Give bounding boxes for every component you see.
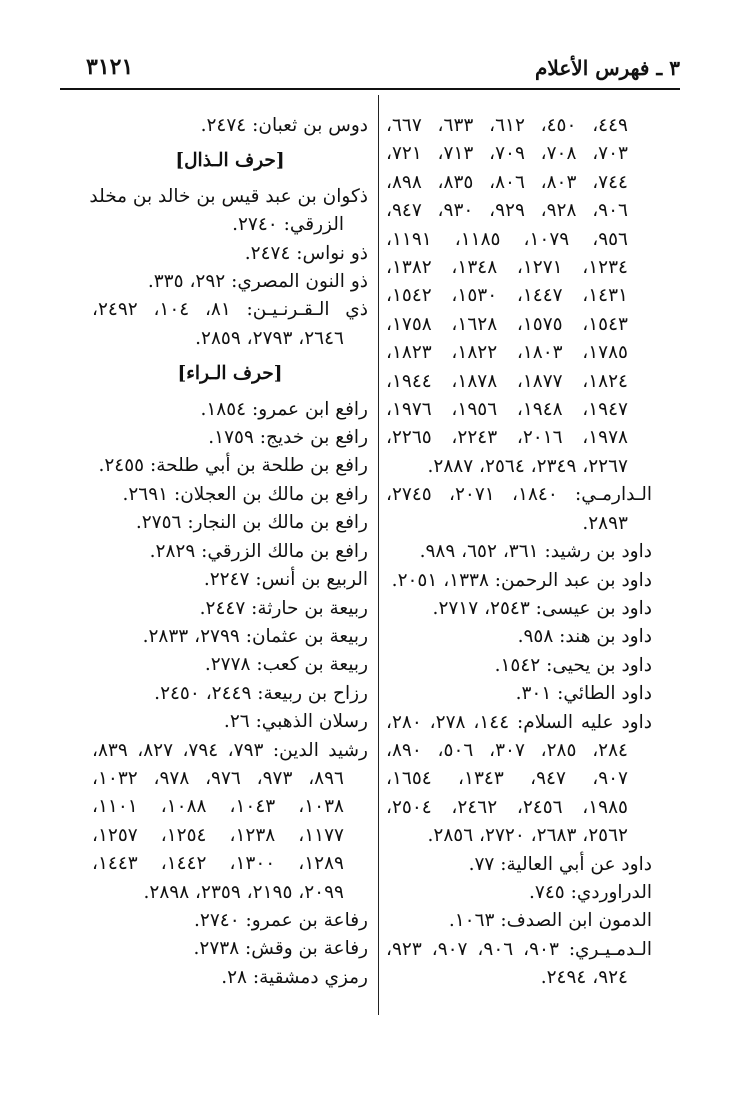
index-entry-continuation: ٧٤٤، ٨٠٣، ٨٠٦، ٨٣٥، ٨٩٨،: [386, 171, 628, 193]
index-entry: داود بن يحيى: ١٥٤٢.: [494, 654, 652, 676]
index-entry-continuation: ٧٠٣، ٧٠٨، ٧٠٩، ٧١٣، ٧٢١،: [386, 143, 628, 165]
index-entry: داود بن عيسى: ٢٥٤٣، ٢٧١٧.: [432, 597, 652, 619]
index-entry: ذو نواس: ٢٤٧٤.: [244, 242, 368, 264]
index-entry-continuation: الزرقي: ٢٧٤٠.: [232, 214, 344, 236]
index-entry-continuation: ٢٠٩٩، ٢١٩٥، ٢٣٥٩، ٢٨٩٨.: [143, 881, 344, 903]
index-entry-continuation: ٢٢٦٧، ٢٣٤٩، ٢٥٦٤، ٢٨٨٧.: [427, 455, 628, 477]
index-entry-continuation: ٨٩٦، ٩٧٣، ٩٧٦، ٩٧٨، ١٠٣٢،: [92, 767, 344, 789]
index-entry: رفاعة بن عمرو: ٢٧٤٠.: [194, 909, 368, 931]
index-entry-continuation: ٢٨٩٣.: [582, 512, 628, 534]
index-entry-continuation: ٩٠٧، ٩٤٧، ١٣٤٣، ١٦٥٤،: [386, 768, 628, 790]
section-heading: [حرف الـذال]: [175, 150, 285, 172]
index-entry: رشيد الدين: ٧٩٣، ٧٩٤، ٨٢٧، ٨٣٩،: [92, 739, 368, 761]
index-entry-continuation: ١٩٧٨، ٢٠١٦، ٢٢٤٣، ٢٢٦٥،: [386, 427, 628, 449]
index-entry: رافع بن طلحة بن أبي طلحة: ٢٤٥٥.: [98, 455, 368, 477]
index-entry-continuation: ٩٠٦، ٩٢٨، ٩٢٩، ٩٣٠، ٩٤٧،: [386, 200, 628, 222]
index-entry-continuation: ٢٥٦٢، ٢٦٨٣، ٢٧٢٠، ٢٨٥٦.: [427, 825, 628, 847]
index-column-left: [89, 112, 368, 992]
index-entry: رافع بن مالك بن العجلان: ٢٦٩١.: [122, 483, 368, 505]
index-entry: الدراوردي: ٧٤٥.: [529, 881, 652, 903]
index-entry: دوس بن ثعبان: ٢٤٧٤.: [200, 115, 368, 136]
index-entry: رافع ابن عمرو: ١٨٥٤.: [200, 398, 368, 420]
index-entry: رافع بن مالك بن النجار: ٢٧٥٦.: [135, 512, 368, 534]
index-entry-continuation: ١٤٣١، ١٤٤٧، ١٥٣٠، ١٥٤٢،: [386, 285, 628, 307]
index-entry: داود بن رشيد: ٣٦١، ٦٥٢، ٩٨٩.: [419, 541, 652, 563]
index-entry-continuation: ١٥٤٣، ١٥٧٥، ١٦٢٨، ١٧٥٨،: [386, 313, 628, 335]
index-entry: رمزي دمشقية: ٢٨.: [221, 966, 368, 988]
index-entry-continuation: ٢٦٤٦، ٢٧٩٣، ٢٨٥٩.: [195, 327, 344, 349]
index-entry-continuation: ١٢٣٤، ١٢٧١، ١٣٤٨، ١٣٨٢،: [386, 257, 628, 279]
page-number: ٣١٢١: [86, 54, 134, 80]
index-entry-continuation: ١٢٨٩، ١٣٠٠، ١٤٤٢، ١٤٤٣،: [92, 853, 344, 875]
index-entry: الـدارمـي: ١٨٤٠، ٢٠٧١، ٢٧٤٥،: [386, 484, 653, 506]
index-column-right: [386, 112, 652, 993]
index-entry: رافع بن خديج: ١٧٥٩.: [208, 427, 368, 449]
column-divider: [378, 95, 379, 1015]
index-entry: رفاعة بن وقش: ٢٧٣٨.: [193, 938, 368, 960]
index-entry: داود بن عبد الرحمن: ١٣٣٨، ٢٠٥١.: [391, 569, 652, 591]
index-entry: ربيعة بن حارثة: ٢٤٤٧.: [199, 597, 368, 619]
section-heading: [حرف الـراء]: [177, 363, 283, 385]
index-entry: ذو النون المصري: ٢٩٢، ٣٣٥.: [147, 271, 368, 293]
index-entry: داود عن أبي العالية: ٧٧.: [468, 853, 652, 875]
index-entry: رافع بن مالك الزرقي: ٢٨٢٩.: [149, 540, 368, 562]
index-entry-continuation: ١٩٨٥، ٢٤٥٦، ٢٤٦٢، ٢٥٠٤،: [386, 796, 628, 818]
index-entry: الـدمـيـري: ٩٠٣، ٩٠٦، ٩٠٧، ٩٢٣،: [386, 938, 652, 960]
index-entry: رزاح بن ربيعة: ٢٤٤٩، ٢٤٥٠.: [154, 682, 368, 704]
index-entry-continuation: ٢٨٤، ٢٨٥، ٣٠٧، ٥٠٦، ٨٩٠،: [386, 739, 628, 761]
index-entry: داود الطائي: ٣٠١.: [515, 683, 652, 705]
index-entry-continuation: ٤٤٩، ٤٥٠، ٦١٢، ٦٣٣، ٦٦٧،: [386, 115, 628, 136]
header-rule: [60, 88, 680, 90]
index-entry-continuation: ١٠٣٨، ١٠٤٣، ١٠٨٨، ١١٠١،: [92, 796, 344, 818]
index-entry: ربيعة بن عثمان: ٢٧٩٩، ٢٨٣٣.: [142, 625, 368, 647]
index-entry: ذي الـقـرنـيـن: ٨١، ١٠٤، ٢٤٩٢،: [92, 299, 368, 321]
index-entry: الدمون ابن الصدف: ١٠٦٣.: [448, 910, 652, 932]
index-entry: داود بن هند: ٩٥٨.: [517, 626, 652, 648]
running-title: ٣ ـ فهرس الأعلام: [535, 56, 680, 80]
index-entry: ربيعة بن كعب: ٢٧٧٨.: [204, 654, 368, 676]
index-entry: ذكوان بن عبد قيس بن خالد بن مخلد: [89, 185, 368, 207]
page-header: [60, 40, 680, 82]
index-entry-continuation: ١٧٨٥، ١٨٠٣، ١٨٢٢، ١٨٢٣،: [386, 342, 628, 364]
index-entry: الربيع بن أنس: ٢٢٤٧.: [203, 569, 368, 591]
index-entry-continuation: ١١٧٧، ١٢٣٨، ١٢٥٤، ١٢٥٧،: [92, 824, 344, 846]
index-entry-continuation: ١٨٢٤، ١٨٧٧، ١٨٧٨، ١٩٤٤،: [386, 370, 628, 392]
index-entry-continuation: ٩٥٦، ١٠٧٩، ١١٨٥، ١١٩١،: [386, 228, 628, 250]
index-entry-continuation: ٩٢٤، ٢٤٩٤.: [540, 967, 628, 989]
index-entry: داود عليه السلام: ١٤٤، ٢٧٨، ٢٨٠،: [386, 711, 652, 733]
index-entry: رسلان الذهبي: ٢٦.: [223, 711, 368, 733]
index-entry-continuation: ١٩٤٧، ١٩٤٨، ١٩٥٦، ١٩٧٦،: [386, 399, 628, 421]
